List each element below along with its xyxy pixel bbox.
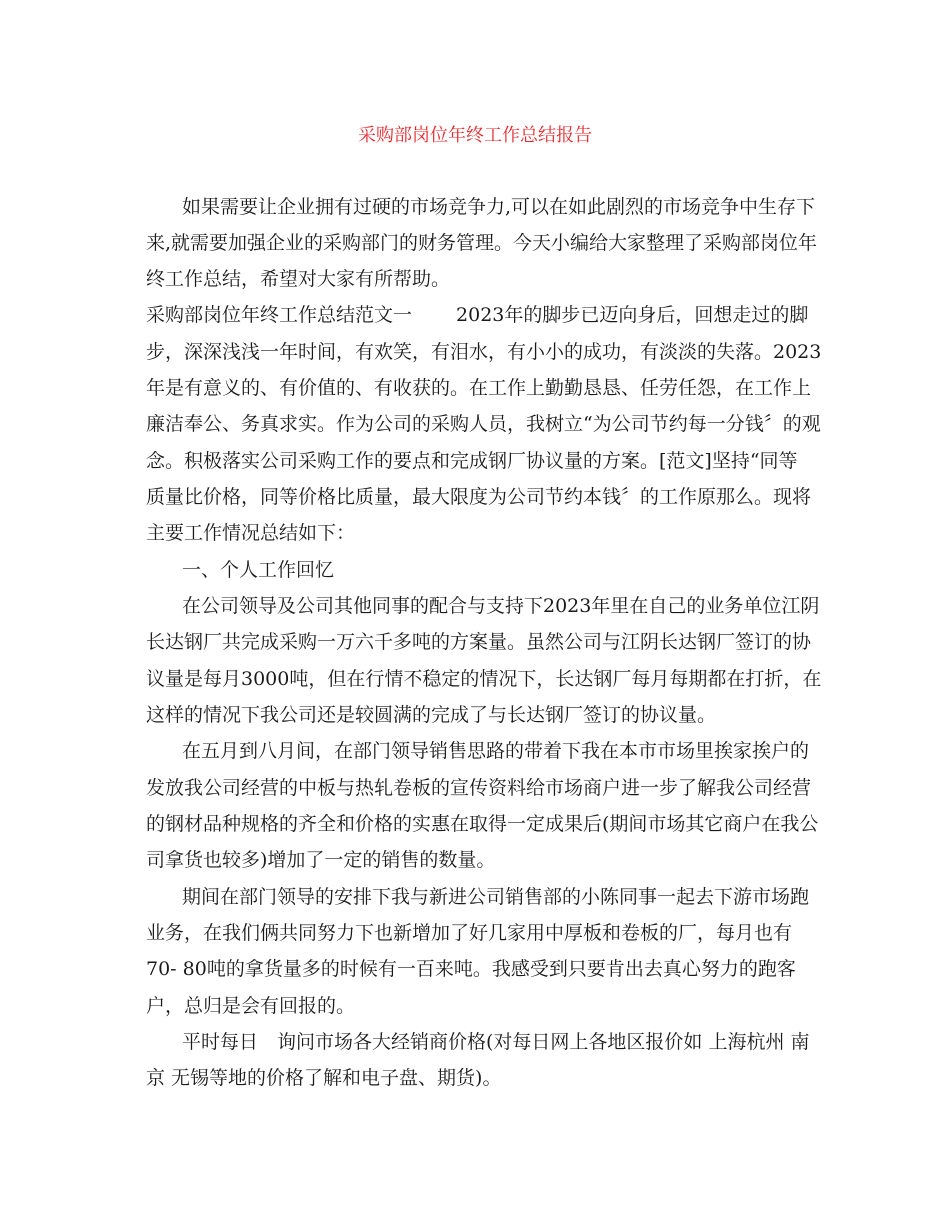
paragraph-line: 议量是每月3000吨，但在行情不稳定的情况下，长达钢厂每月每期都在打折，在 bbox=[146, 668, 822, 690]
paragraph-line: 步，深深浅浅一年时间，有欢笑，有泪水，有小小的成功，有淡淡的失落。2023 bbox=[146, 341, 822, 363]
paragraph-line: 期间在部门领导的安排下我与新进公司销售部的小陈同事一起去下游市场跑 bbox=[182, 886, 810, 908]
paragraph-line: 户，总归是会有回报的。 bbox=[146, 995, 356, 1017]
paragraph-line: 在公司领导及公司其他同事的配合与支持下2023年里在自己的业务单位江阴 bbox=[182, 595, 820, 617]
section-heading: 一、个人工作回忆 bbox=[182, 559, 335, 581]
paragraph-line: 廉洁奉公、务真求实。作为公司的采购人员，我树立“为公司节约每一分钱〞的观 bbox=[146, 413, 821, 435]
paragraph-line: 终工作总结，希望对大家有所帮助。 bbox=[146, 268, 451, 290]
paragraph-line: 质量比价格，同等价格比质量，最大限度为公司节约本钱〞的工作原那么。现将 bbox=[146, 486, 812, 508]
paragraph-line: 来,就需要加强企业的采购部门的财务管理。今天小编给大家整理了采购部岗位年 bbox=[146, 232, 818, 254]
paragraph-line: 的钢材品种规格的齐全和价格的实惠在取得一定成果后(期间市场其它商户在我公 bbox=[146, 813, 819, 835]
paragraph-line: 70- 80吨的拿货量多的时候有一百来吨。我感受到只要肯出去真心努力的跑客 bbox=[146, 958, 796, 980]
paragraph-line: 如果需要让企业拥有过硬的市场竞争力,可以在如此剧烈的市场竞争中生存下 bbox=[182, 196, 816, 218]
paragraph-line: 业务，在我们俩共同努力下也新增加了好几家用中厚板和卷板的厂，每月也有 bbox=[146, 922, 793, 944]
paragraph-line: 京 无锡等地的价格了解和电子盘、期货)。 bbox=[146, 1067, 502, 1089]
paragraph-line: 念。积极落实公司采购工作的要点和完成钢厂协议量的方案。[范文]坚持“同等 bbox=[146, 450, 798, 472]
paragraph-line: 长达钢厂共完成采购一万六千多吨的方案量。虽然公司与江阴长达钢厂签订的协 bbox=[146, 631, 812, 653]
paragraph-line: 在五月到八月间，在部门领导销售思路的带着下我在本市市场里挨家挨户的 bbox=[182, 740, 810, 762]
paragraph-line: 主要工作情况总结如下： bbox=[146, 522, 356, 544]
paragraph-line: 采购部岗位年终工作总结范文一 2023年的脚步已迈向身后，回想走过的脚 bbox=[146, 304, 809, 326]
paragraph-line: 平时每日 询问市场各大经销商价格(对每日网上各地区报价如 上海杭州 南 bbox=[182, 1031, 810, 1053]
document-title: 采购部岗位年终工作总结报告 bbox=[358, 125, 592, 146]
paragraph-line: 这样的情况下我公司还是较圆满的完成了与长达钢厂签订的协议量。 bbox=[146, 704, 717, 726]
paragraph-line: 年是有意义的、有价值的、有收获的。在工作上勤勤恳恳、任劳任怨，在工作上 bbox=[146, 377, 812, 399]
paragraph-line: 司拿货也较多)增加了一定的销售的数量。 bbox=[146, 849, 496, 871]
paragraph-line: 发放我公司经营的中板与热轧卷板的宣传资料给市场商户进一步了解我公司经营 bbox=[146, 777, 812, 799]
